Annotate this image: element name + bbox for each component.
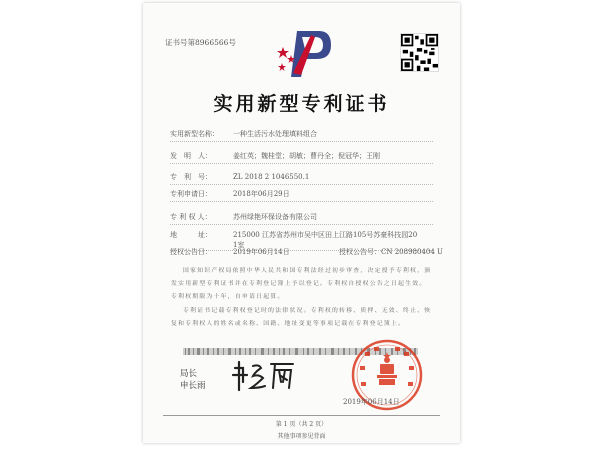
body-paragraph: 国家知识产权局依照中华人民共和国专利法经过初步审查，决定授予专利权，颁发实用新型专利证书并在专利登记簿上予以登记。专利权自授权公告之日起生效。专利权期限为十年，自申请日起算。 bbox=[171, 268, 432, 300]
divider bbox=[170, 163, 433, 164]
field-label: 专 利 号： bbox=[170, 173, 212, 181]
field-patent-number bbox=[170, 172, 309, 182]
qr-code-icon bbox=[400, 33, 439, 72]
field-address bbox=[170, 230, 417, 240]
signatory-title: 局长 bbox=[180, 369, 198, 379]
field-label: 授权公告号： bbox=[339, 248, 381, 256]
field-utility-model-name bbox=[170, 129, 317, 139]
field-label: 专利申请日： bbox=[170, 190, 212, 198]
field-label: 地 址： bbox=[170, 231, 212, 239]
page-indicator: 第 1 页（共 2 页） bbox=[275, 421, 328, 428]
divider bbox=[170, 224, 433, 225]
divider bbox=[170, 184, 433, 185]
field-label: 授权公告日： bbox=[170, 248, 212, 256]
cnipa-logo-icon bbox=[271, 25, 333, 80]
director-signature-icon bbox=[229, 358, 297, 394]
body-paragraph: 专利证书记载专利权登记时的法律状况。专利权的转移、质押、无效、终止、恢复和专利权人的姓名或名称、国籍、地址变更等事项记载在专利登记簿上。 bbox=[171, 308, 432, 327]
field-value: CN 208980404 U bbox=[381, 248, 443, 256]
field-label: 发 明 人： bbox=[170, 152, 212, 160]
field-value: 姜红英；魏桂堂；胡敏；曹丹全；倪冠华；王刚 bbox=[233, 152, 380, 160]
certificate-number: 证书号第8966566号 bbox=[165, 38, 236, 47]
field-application-date bbox=[170, 189, 290, 199]
field-value: ZL 2018 2 1046550.1 bbox=[233, 173, 310, 181]
divider bbox=[170, 201, 433, 202]
divider bbox=[170, 141, 433, 142]
footer-rule bbox=[163, 415, 440, 416]
signatory-name: 申长雨 bbox=[180, 381, 206, 391]
field-value: 苏州绿艳环保设备有限公司 bbox=[233, 213, 317, 221]
seal-date: 2019年06月14日 bbox=[343, 398, 400, 406]
field-value: 215000 江苏省苏州市吴中区田上江路105号苏豪科技园20 bbox=[233, 231, 418, 239]
field-value: 2018年06月29日 bbox=[233, 190, 290, 198]
footer-note: 其他事项参见背面 bbox=[277, 433, 326, 440]
field-value: 1室 bbox=[233, 241, 245, 249]
field-value: 一种生活污水处理填料组合 bbox=[233, 130, 317, 138]
certificate-paper bbox=[143, 3, 460, 443]
field-label: 专 利 权 人： bbox=[170, 213, 212, 221]
field-patentee bbox=[170, 212, 317, 222]
field-grant-date-row bbox=[170, 247, 443, 257]
field-value: 2019年06月14日 bbox=[233, 248, 290, 256]
certificate-title: 实用新型专利证书 bbox=[213, 93, 390, 115]
field-inventors bbox=[170, 151, 380, 161]
field-label: 实用新型名称： bbox=[170, 130, 219, 138]
